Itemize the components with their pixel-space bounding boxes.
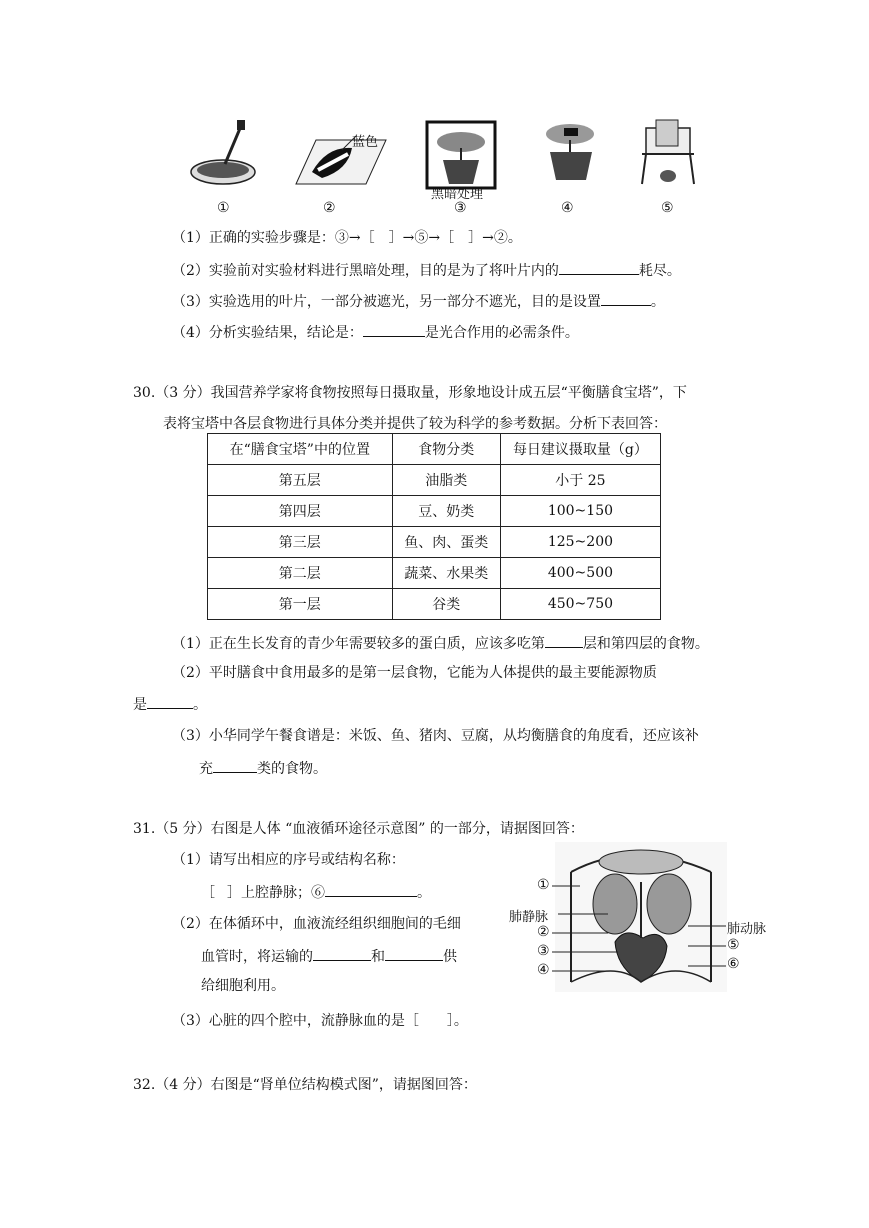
table-cell: 400~500 (500, 558, 660, 589)
q31-item-2-line-3: 给细胞利用。 (201, 978, 285, 994)
fig-num-2: ② (323, 200, 336, 216)
table-cell: 第二层 (208, 558, 393, 589)
table-cell: 第一层 (208, 589, 393, 620)
q30-intro-line-2: 表将宝塔中各层食物进行具体分类并提供了较为科学的参考数据。分析下表回答： (163, 416, 667, 432)
q30-intro-line-1: 30.（3 分）我国营养学家将食物按照每日摄取量，形象地设计成五层“平衡膳食宝塔”，下 (133, 385, 687, 401)
fig-num-5: ⑤ (661, 200, 674, 216)
q30-item-3-line-2: 充 类的食物。 (199, 757, 327, 779)
diagram-label-3: ③ (537, 943, 550, 959)
answer-blank[interactable] (559, 259, 639, 275)
diagram-label-pulmonary-artery: 肺动脉 (727, 922, 767, 937)
table-row (208, 527, 661, 558)
table-cell: 450~750 (500, 589, 660, 620)
q31-item-2-line-1: （2）在体循环中，血液流经组织细胞间的毛细 (172, 916, 461, 932)
answer-blank[interactable] (313, 945, 371, 961)
table-cell: 100~150 (500, 496, 660, 527)
answer-blank[interactable] (545, 632, 583, 648)
answer-blank[interactable] (601, 290, 651, 306)
answer-blank[interactable] (147, 693, 193, 709)
label-blue: 蓝色 (352, 135, 379, 150)
q29-item-2: （2）实验前对实验材料进行黑暗处理，目的是为了将叶片内的 耗尽。 (172, 259, 681, 281)
q30-item-2-line-2: 是 。 (133, 693, 207, 715)
q31-item-1-sub: ［ ］上腔静脉；⑥ 。 (201, 881, 431, 903)
q29-item-4: （4）分析实验结果，结论是： 是光合作用的必需条件。 (172, 321, 579, 343)
q29-item-3: （3）实验选用的叶片，一部分被遮光，另一部分不遮光，目的是设置 。 (172, 290, 665, 312)
table-row (208, 589, 661, 620)
fig-num-4: ④ (561, 200, 574, 216)
plant-dark-box-image (425, 120, 497, 190)
table-row (208, 496, 661, 527)
table-cell: 鱼、肉、蛋类 (392, 527, 500, 558)
table-cell: 蔬菜、水果类 (392, 558, 500, 589)
answer-blank[interactable] (213, 757, 257, 773)
label-dark-treatment: 黑暗处理 (431, 187, 484, 202)
table-cell: 油脂类 (392, 465, 500, 496)
q30-item-2-line-1: （2）平时膳食中食用最多的是第一层食物，它能为人体提供的最主要能源物质 (172, 665, 657, 681)
diagram-label-1: ① (537, 877, 550, 893)
diagram-label-2: ② (537, 924, 550, 940)
table-header-row (208, 434, 661, 465)
table-row (208, 558, 661, 589)
table-cell: 谷类 (392, 589, 500, 620)
table-cell: 第五层 (208, 465, 393, 496)
fig-num-1: ① (217, 200, 230, 216)
table-cell: 小于 25 (500, 465, 660, 496)
q30-item-1: （1）正在生长发育的青少年需要较多的蛋白质，应该多吃第 层和第四层的食物。 (172, 632, 709, 654)
q29-item-1: （1）正确的实验步骤是：③→［ ］→⑤→［ ］→②。 (172, 230, 522, 246)
q31-item-2-line-2: 血管时，将运输的 和 供 (201, 945, 457, 967)
diagram-label-pulmonary-vein: 肺静脉 (509, 910, 549, 925)
q30-item-3-line-1: （3）小华同学午餐食谱是：米饭、鱼、猪肉、豆腐，从均衡膳食的角度看，还应该补 (172, 728, 699, 744)
fig-num-3: ③ (454, 200, 467, 216)
q32-intro: 32.（4 分）右图是“肾单位结构模式图”，请据图回答： (133, 1077, 477, 1093)
answer-blank[interactable] (325, 881, 417, 897)
diagram-label-6: ⑥ (727, 956, 740, 972)
answer-blank[interactable] (385, 945, 443, 961)
water-bath-heating-image (636, 114, 702, 188)
q31-item-3: （3）心脏的四个腔中，流静脉血的是［ ］。 (172, 1013, 468, 1029)
table-row (208, 465, 661, 496)
table-cell: 第四层 (208, 496, 393, 527)
table-cell: 125~200 (500, 527, 660, 558)
table-header-cell: 在“膳食宝塔”中的位置 (208, 434, 393, 465)
q31-intro: 31.（5 分）右图是人体 “血液循环途径示意图” 的一部分，请据图回答： (133, 821, 584, 837)
answer-blank[interactable] (363, 321, 425, 337)
diagram-leader-lines (548, 880, 738, 980)
table-header-cell: 食物分类 (392, 434, 500, 465)
table-cell: 豆、奶类 (392, 496, 500, 527)
diagram-label-5: ⑤ (727, 937, 740, 953)
diagram-label-4: ④ (537, 962, 550, 978)
diet-pagoda-table (207, 433, 661, 620)
plant-covered-leaf-image (536, 120, 606, 182)
petri-dish-dropper-image (185, 120, 265, 190)
q31-item-1: （1）请写出相应的序号或结构名称： (172, 852, 405, 868)
table-cell: 第三层 (208, 527, 393, 558)
table-header-cell: 每日建议摄取量（g） (500, 434, 660, 465)
